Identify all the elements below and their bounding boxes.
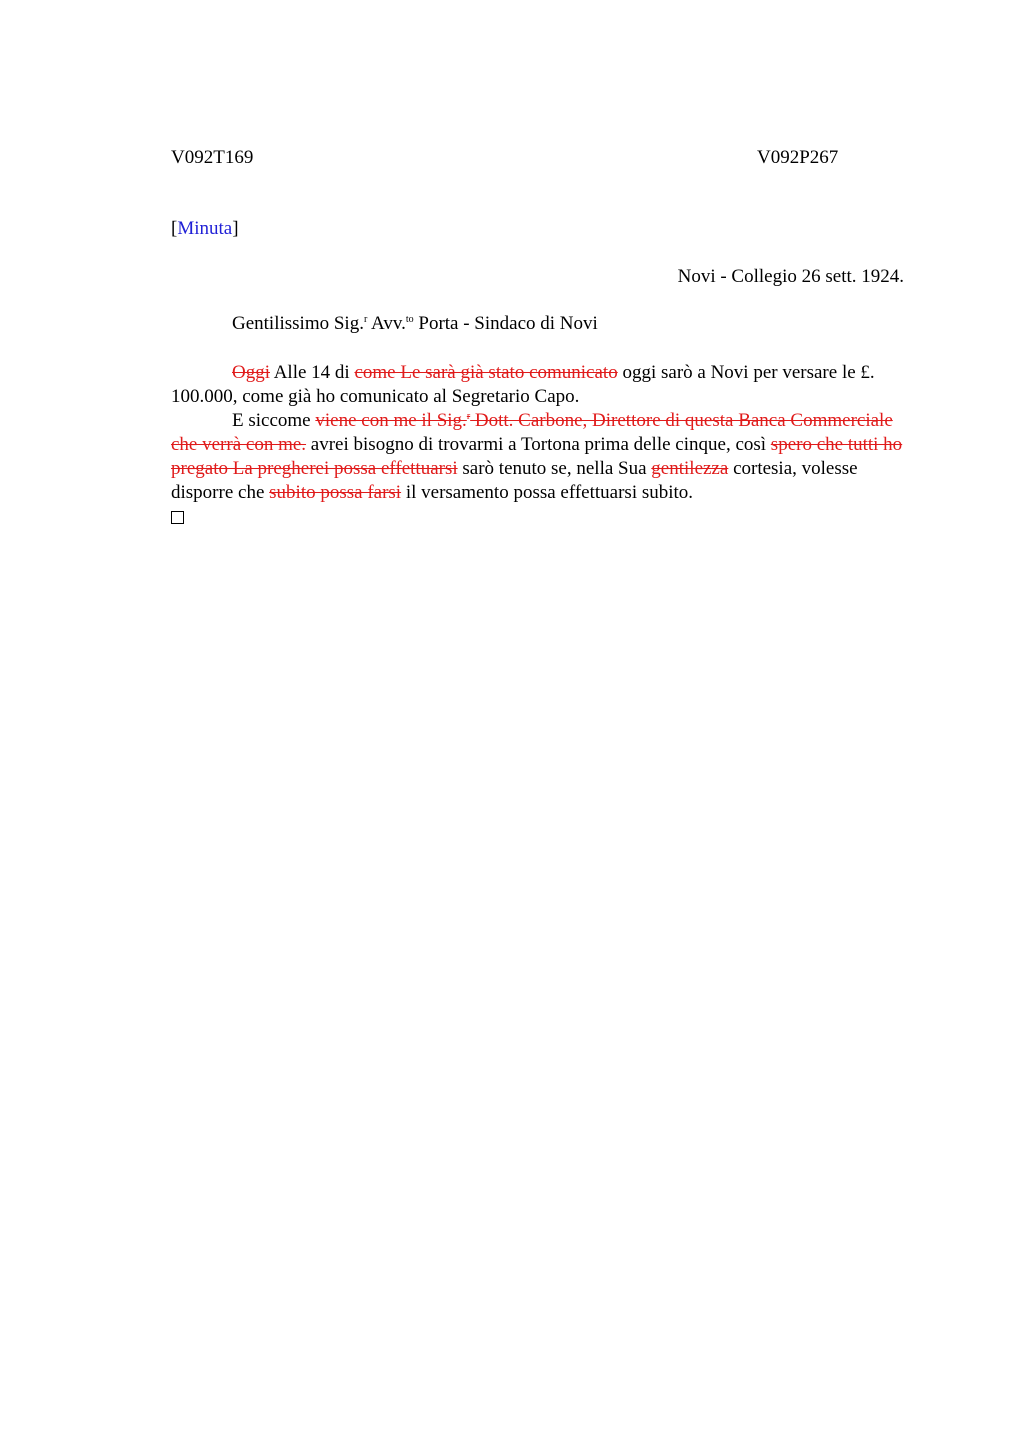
end-square-icon xyxy=(171,511,184,524)
salutation-part-3: Porta - Sindaco di Novi xyxy=(413,313,598,334)
salutation-superscript-1: r xyxy=(363,314,368,325)
body-text: oggi sarò a Novi per versare le £. 100.000, come già ho comunicato al Segretario Capo. xyxy=(171,362,875,407)
body-text: il versamento possa effettuarsi subito. xyxy=(401,482,694,503)
letter-salutation xyxy=(232,313,598,335)
end-of-document-mark xyxy=(171,505,913,531)
deleted-text: Dott. Carbone, Direttore di questa Banca Commerciale che verrà con me. xyxy=(171,410,893,455)
letter-body xyxy=(171,361,913,531)
paragraph-1 xyxy=(171,361,913,409)
salutation-part-2: Avv. xyxy=(367,313,406,334)
minuta-text: Minuta xyxy=(177,218,233,239)
letter-dateline: Novi - Collegio 26 sett. 1924. xyxy=(677,266,904,287)
salutation-superscript-2: to xyxy=(405,314,414,325)
body-text: avrei bisogno di trovarmi a Tortona prima delle cinque, così xyxy=(306,434,771,455)
deleted-text: viene con me il Sig. xyxy=(315,410,467,431)
body-text: Alle 14 di xyxy=(270,362,355,383)
close-bracket: ] xyxy=(232,218,239,239)
body-text: E siccome xyxy=(232,410,316,431)
document-code-right: V092P267 xyxy=(757,147,839,168)
minuta-label xyxy=(171,218,239,240)
deleted-superscript: r xyxy=(466,411,471,422)
document-code-left: V092T169 xyxy=(171,147,254,168)
salutation-part-1: Gentilissimo Sig. xyxy=(232,313,364,334)
deleted-text: gentilezza xyxy=(651,458,729,479)
open-bracket: [ xyxy=(171,218,178,239)
deleted-text: come Le sarà già stato comunicato xyxy=(354,362,618,383)
deleted-text: subito possa farsi xyxy=(269,482,402,503)
deleted-text: spero che tutti ho pregato La pregherei possa effettuarsi xyxy=(171,434,903,479)
deleted-text: Oggi xyxy=(232,362,270,383)
paragraph-2 xyxy=(171,409,913,505)
body-text: sarò tenuto se, nella Sua xyxy=(457,458,652,479)
body-text: cortesia, volesse disporre che xyxy=(171,458,858,503)
